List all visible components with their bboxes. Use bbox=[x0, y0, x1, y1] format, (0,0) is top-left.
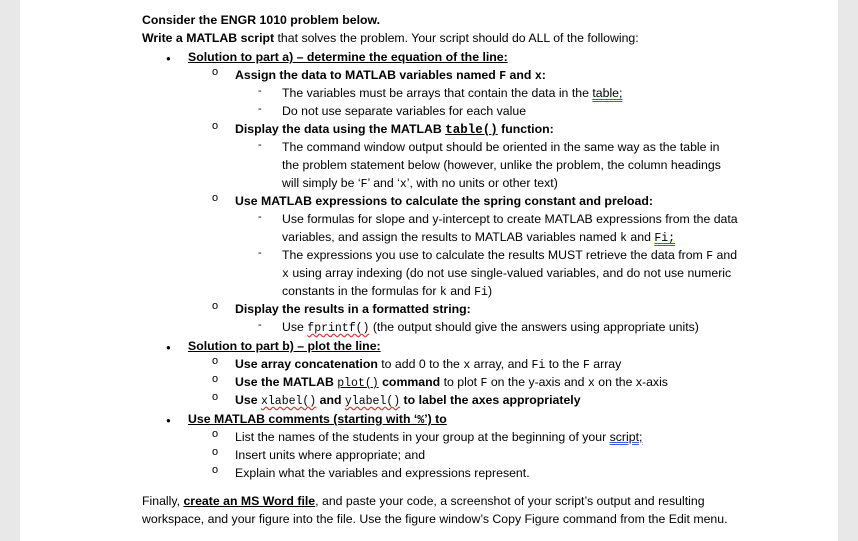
circle-bullet-icon bbox=[212, 66, 218, 78]
plot-item: Use the MATLAB plot() command to plot F on the y-axis and x on the x-axis bbox=[235, 375, 668, 390]
circle-bullet-icon bbox=[212, 446, 218, 458]
part-a-heading: Solution to part a) – determine the equation of the line: bbox=[188, 50, 508, 64]
bullet-icon bbox=[166, 341, 171, 353]
circle-bullet-icon bbox=[212, 373, 218, 385]
comments-item-3: Explain what the variables and expressions represent. bbox=[235, 466, 530, 480]
circle-bullet-icon bbox=[212, 391, 218, 403]
dash-icon bbox=[258, 247, 262, 259]
label-item: Use xlabel() and ylabel() to label the axes appropriately bbox=[235, 393, 581, 408]
circle-bullet-icon bbox=[212, 355, 218, 367]
circle-bullet-icon bbox=[212, 192, 218, 204]
comments-item-2: Insert units where appropriate; and bbox=[235, 448, 426, 462]
document-page bbox=[20, 0, 838, 541]
expr-detail-1: Use formulas for slope and y-intercept to create MATLAB expressions from the data bbox=[282, 212, 738, 226]
assign-detail-2: Do not use separate variables for each value bbox=[282, 104, 527, 118]
comments-item-1: List the names of the students in your group at the beginning of your script; bbox=[235, 430, 643, 444]
dash-icon bbox=[258, 103, 262, 115]
circle-bullet-icon bbox=[212, 120, 218, 132]
dash-icon bbox=[258, 319, 262, 331]
expr-detail-3: The expressions you use to calculate the results MUST retrieve the data from F and bbox=[282, 248, 738, 263]
expr-detail-4: x using array indexing (do not use single-valued variables, and do not use numeric bbox=[282, 266, 732, 281]
format-detail: Use fprintf() (the output should give the answers using appropriate units) bbox=[282, 320, 699, 335]
finally-line-1: Finally, create an MS Word file, and paste your code, a screenshot of your script’s output and resulting bbox=[142, 494, 705, 508]
circle-bullet-icon bbox=[212, 464, 218, 476]
display-detail-3: will simply be ‘F’ and ‘x’, with no units or other text) bbox=[282, 176, 558, 191]
display-detail-2: the problem statement below (however, unlike the problem, the column headings bbox=[282, 158, 721, 172]
comments-heading: Use MATLAB comments (starting with ‘%’) to bbox=[188, 412, 447, 427]
intro-line-1: Consider the ENGR 1010 problem below. bbox=[142, 13, 381, 27]
bullet-icon bbox=[166, 414, 171, 426]
intro-line-2: Write a MATLAB script that solves the problem. Your script should do ALL of the following: bbox=[142, 31, 639, 45]
display-item: Display the data using the MATLAB table() function: bbox=[235, 122, 554, 137]
expr-detail-2: variables, and assign the results to MATLAB variables named k and Fi; bbox=[282, 230, 676, 245]
expr-detail-5: constants in the formulas for k and Fi) bbox=[282, 284, 493, 299]
bullet-icon bbox=[166, 52, 171, 64]
assign-item: Assign the data to MATLAB variables named F and x: bbox=[235, 68, 546, 83]
expressions-item: Use MATLAB expressions to calculate the spring constant and preload: bbox=[235, 194, 653, 208]
circle-bullet-icon bbox=[212, 300, 218, 312]
concat-item: Use array concatenation to add 0 to the x array, and Fi to the F array bbox=[235, 357, 622, 372]
assign-detail-1: The variables must be arrays that contain the data in the table; bbox=[282, 86, 623, 100]
part-b-heading: Solution to part b) – plot the line: bbox=[188, 339, 381, 353]
display-detail-1: The command window output should be oriented in the same way as the table in bbox=[282, 140, 720, 154]
dash-icon bbox=[258, 85, 262, 97]
dash-icon bbox=[258, 211, 262, 223]
finally-line-2: workspace, and your figure into the file. Use the figure window’s Copy Figure command from the Edit menu. bbox=[142, 512, 728, 526]
circle-bullet-icon bbox=[212, 428, 218, 440]
format-item: Display the results in a formatted string: bbox=[235, 302, 471, 316]
dash-icon bbox=[258, 139, 262, 151]
